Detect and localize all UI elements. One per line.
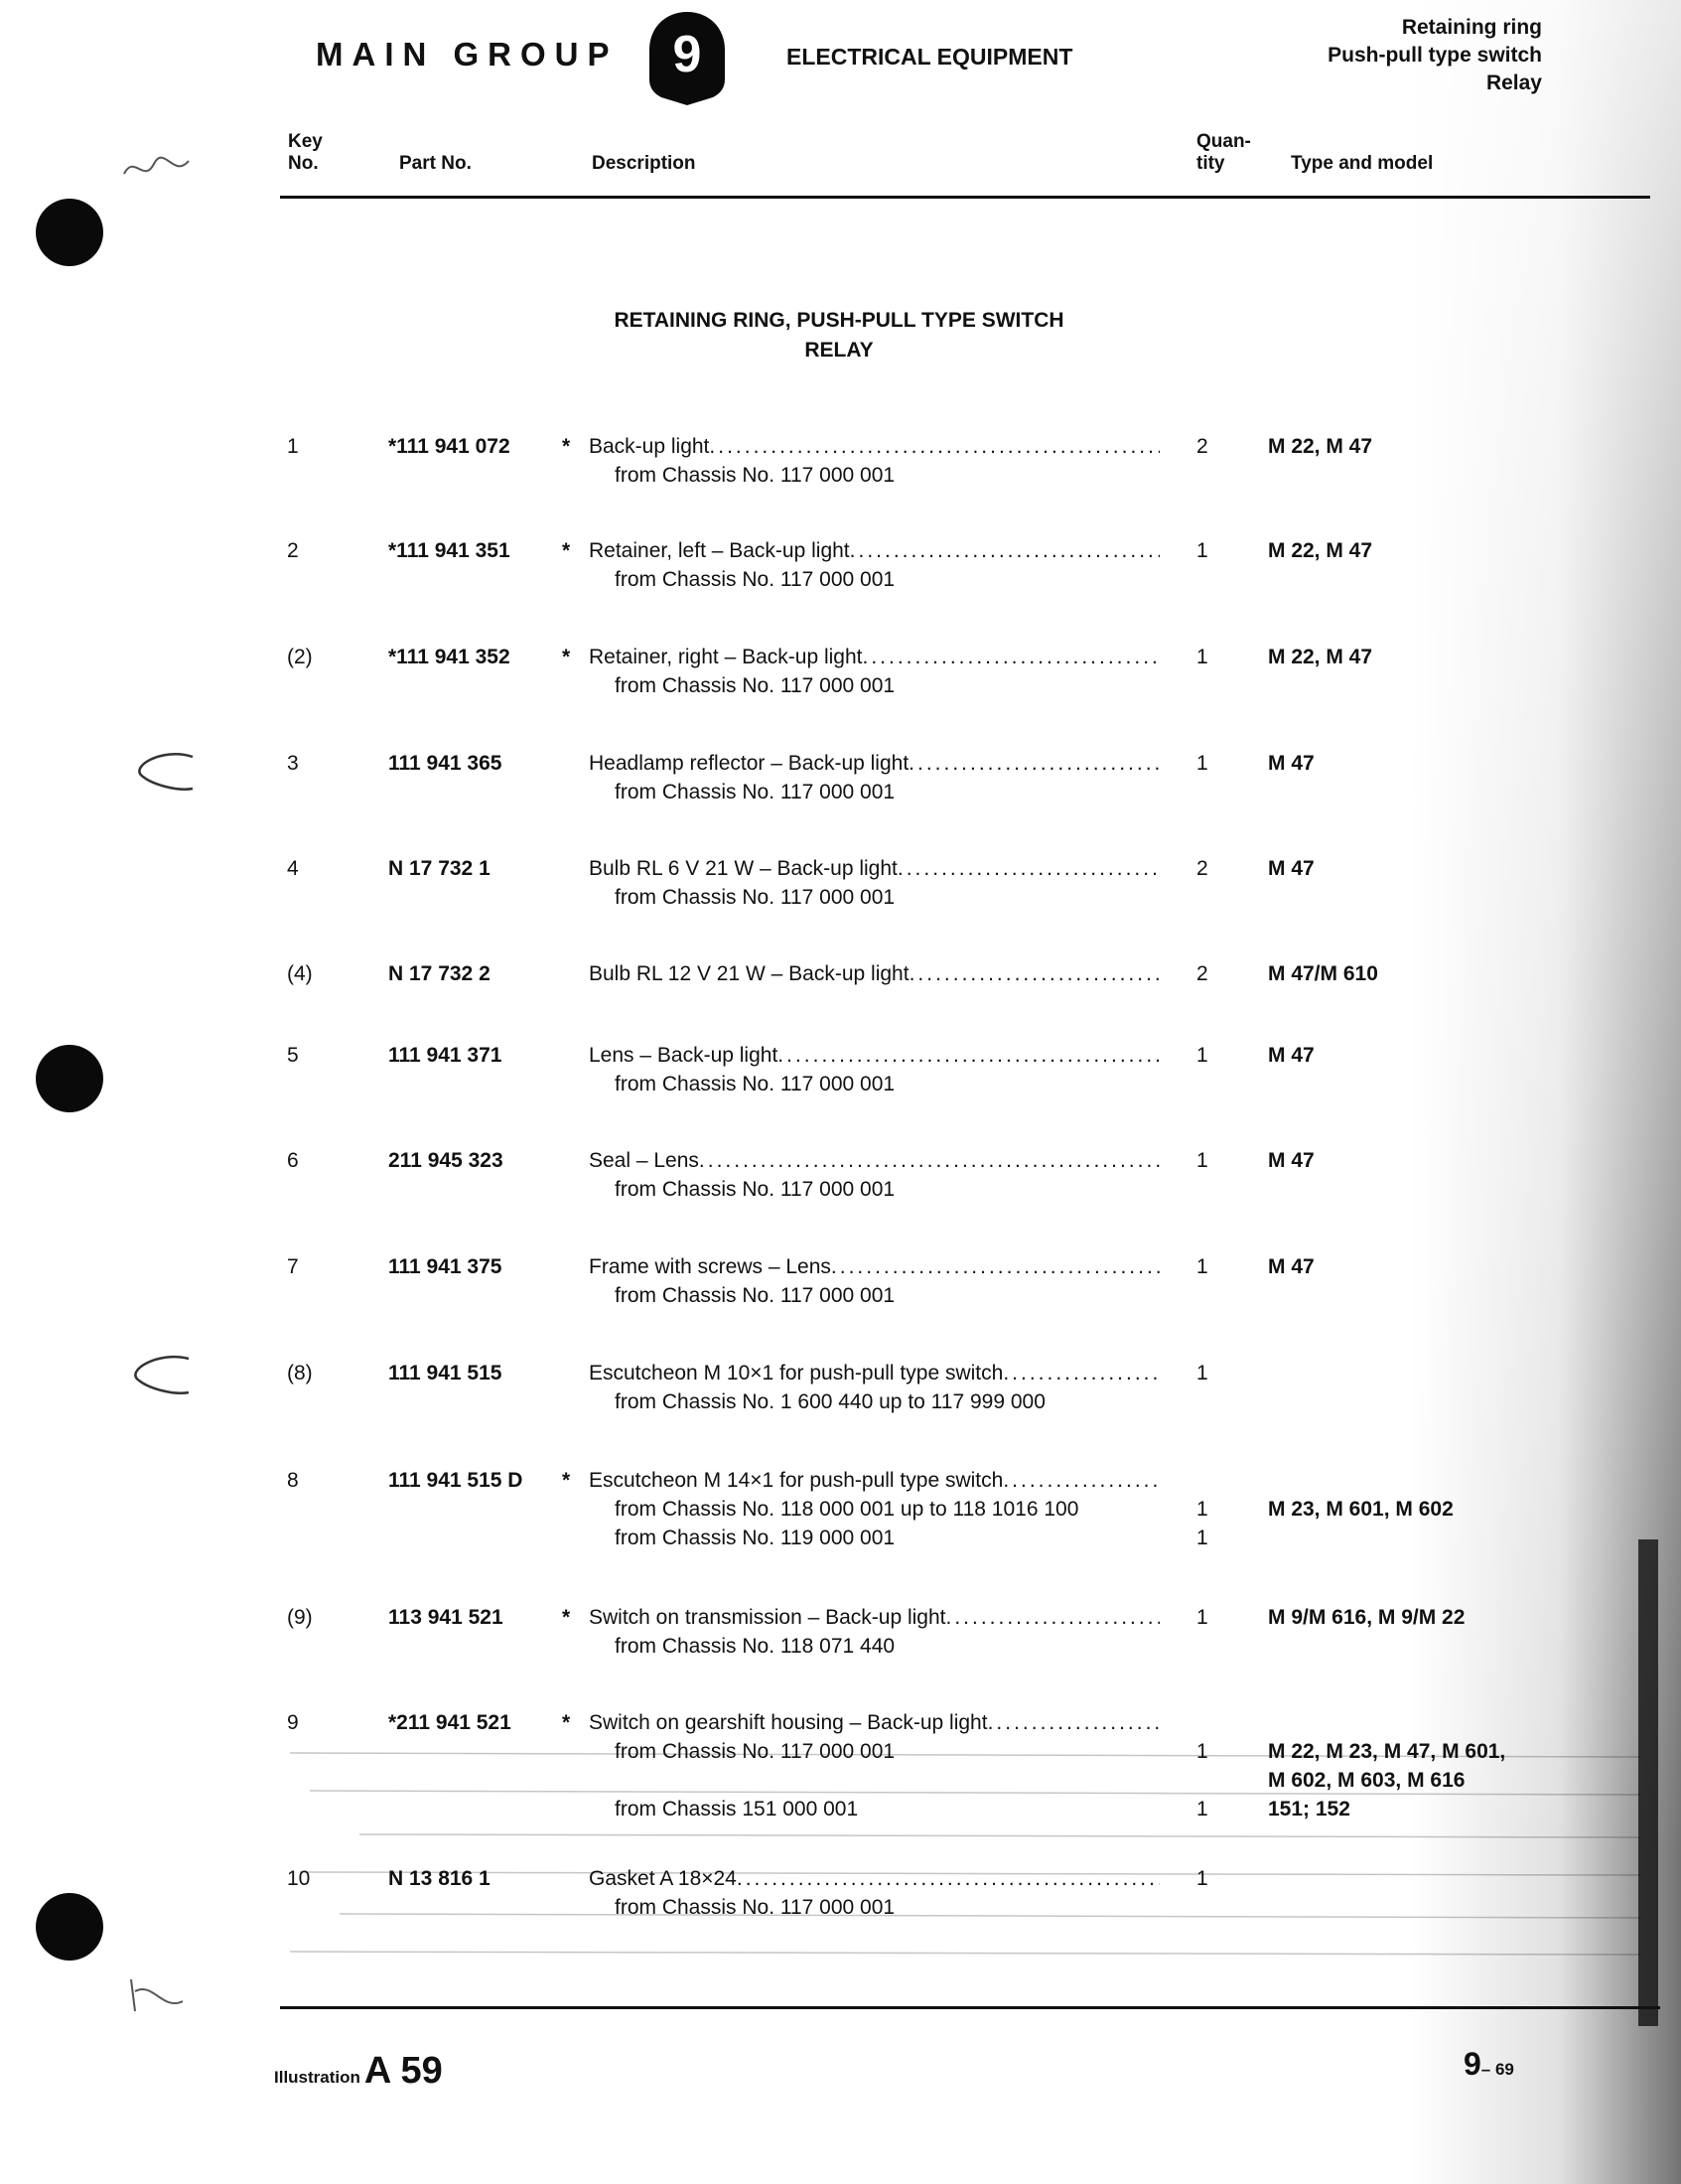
header-rule (280, 196, 1650, 199)
part-number: *211 941 521 (388, 1711, 511, 1734)
part-number: 113 941 521 (388, 1606, 503, 1629)
description (589, 959, 1160, 988)
part-number: 111 941 375 (388, 1255, 502, 1278)
description-line (589, 643, 1160, 671)
leader-dots (850, 536, 1160, 565)
quantity (1196, 749, 1208, 778)
key-number: 4 (287, 857, 299, 880)
page-number-main: 9 (1464, 2046, 1481, 2082)
col-quantity (1196, 131, 1251, 175)
new-part-marker: * (562, 1711, 571, 1734)
key-number: 5 (287, 1044, 299, 1067)
chassis-range: from Chassis No. 117 000 001 (615, 464, 896, 487)
description (589, 1708, 1160, 1823)
leader-dots (777, 1041, 1160, 1070)
description-line (589, 536, 1160, 565)
chassis-range: from Chassis No. 117 000 001 (615, 1740, 896, 1763)
description (589, 1466, 1160, 1552)
chassis-range: from Chassis No. 117 000 001 (615, 781, 896, 803)
leader-dots (910, 959, 1160, 988)
col-description: Description (592, 153, 696, 174)
type-model-value (1268, 1466, 1454, 1495)
quantity (1196, 1466, 1208, 1552)
quantity (1196, 1146, 1208, 1175)
quantity-value: 1 (1196, 1527, 1208, 1549)
group-number-badge (647, 10, 727, 107)
leader-dots (737, 1864, 1160, 1893)
description-text: Retainer, left – Back-up light (589, 539, 850, 562)
punch-hole-top (36, 199, 103, 266)
type-model (1268, 959, 1378, 988)
header-subject-3: Relay (1485, 72, 1542, 94)
section-title-line2: RELAY (804, 339, 874, 362)
description-text: Escutcheon M 14×1 for push-pull type switch (589, 1469, 1004, 1492)
col-part: Part No. (399, 153, 472, 174)
type-model-value: M 22, M 47 (1268, 539, 1373, 562)
description-text: Retainer, right – Back-up light (589, 646, 863, 668)
leader-dots (946, 1603, 1161, 1632)
type-model (1268, 1708, 1505, 1823)
quantity-value (1196, 1766, 1208, 1795)
description-line (589, 1146, 1160, 1175)
part-number: *111 941 352 (388, 646, 510, 668)
key-number: (4) (287, 962, 313, 985)
new-part-marker: * (562, 1606, 571, 1629)
description (589, 1252, 1160, 1310)
key-number: (2) (287, 646, 313, 668)
new-part-marker: * (562, 646, 571, 668)
key-number: 10 (287, 1867, 311, 1890)
description (589, 536, 1160, 594)
type-model (1268, 1603, 1465, 1632)
leader-dots (1003, 1359, 1160, 1387)
section-title-electrical: ELECTRICAL EQUIPMENT (786, 44, 1073, 70)
page-number (1464, 2046, 1514, 2083)
type-model (1268, 1252, 1315, 1281)
type-model (1268, 749, 1315, 778)
type-model-value (1268, 1708, 1505, 1737)
description-text: Lens – Back-up light (589, 1044, 778, 1067)
header-subject-list (1328, 14, 1542, 97)
type-model-value: M 47 (1268, 752, 1315, 775)
quantity-value: 1 (1196, 1498, 1208, 1521)
chassis-range: from Chassis No. 117 000 001 (615, 568, 896, 591)
quantity-value: 2 (1196, 962, 1208, 985)
leader-dots (988, 1708, 1160, 1737)
description-text: Bulb RL 12 V 21 W – Back-up light (589, 962, 910, 985)
description-text: Frame with screws – Lens (589, 1255, 831, 1278)
part-number: 211 945 323 (388, 1149, 503, 1172)
leader-dots (709, 432, 1160, 461)
type-model (1268, 432, 1372, 461)
type-model-value: M 47/M 610 (1268, 962, 1378, 985)
chassis-range: from Chassis No. 1 600 440 up to 117 999 000 (615, 1390, 1046, 1413)
col-type: Type and model (1291, 153, 1434, 174)
quantity (1196, 1864, 1208, 1893)
leader-dots (831, 1252, 1160, 1281)
type-model-value: M 47 (1268, 857, 1315, 880)
type-model-value: M 47 (1268, 1149, 1315, 1172)
quantity-value: 2 (1196, 857, 1208, 880)
quantity-value: 1 (1196, 1149, 1208, 1172)
quantity (1196, 1708, 1208, 1823)
quantity-value: 1 (1196, 1867, 1208, 1890)
chassis-range: from Chassis 151 000 001 (615, 1798, 859, 1820)
chassis-range: from Chassis No. 117 000 001 (615, 886, 896, 909)
illustration-code: A 59 (363, 2050, 443, 2092)
type-model-value: M 23, M 601, M 602 (1268, 1498, 1454, 1521)
description-line (589, 959, 1160, 988)
type-model (1268, 536, 1372, 565)
leader-dots (862, 643, 1160, 671)
key-number: 9 (287, 1711, 299, 1734)
chassis-range: from Chassis No. 117 000 001 (615, 674, 896, 697)
type-model-value: 151; 152 (1268, 1798, 1350, 1820)
quantity-value: 1 (1196, 1362, 1208, 1384)
type-model-value: M 602, M 603, M 616 (1268, 1769, 1466, 1792)
page-number-suffix: – 69 (1480, 2060, 1514, 2079)
col-key-line1: Key (288, 131, 323, 152)
description-text: Back-up light (589, 435, 710, 458)
description (589, 643, 1160, 700)
quantity-value: 1 (1196, 539, 1208, 562)
key-number: (9) (287, 1606, 313, 1629)
description-line (589, 432, 1160, 461)
description (589, 1864, 1160, 1922)
description (589, 1041, 1160, 1098)
col-qty-line1: Quan- (1196, 131, 1251, 152)
quantity-value: 1 (1196, 1044, 1208, 1067)
description-line (589, 1359, 1160, 1387)
quantity-value: 1 (1196, 1606, 1208, 1629)
leader-dots (699, 1146, 1160, 1175)
punch-hole-bottom (36, 1893, 103, 1961)
description-text: Switch on gearshift housing – Back-up light (589, 1711, 988, 1734)
description-text: Seal – Lens (589, 1149, 699, 1172)
description-line (589, 1466, 1160, 1495)
type-model (1268, 1466, 1454, 1524)
description-line (589, 1252, 1160, 1281)
description-text: Escutcheon M 10×1 for push-pull type switch (589, 1362, 1004, 1384)
chassis-range: from Chassis No. 117 000 001 (615, 1178, 896, 1201)
quantity-value: 2 (1196, 435, 1208, 458)
col-key (288, 131, 323, 175)
type-model-value: M 22, M 47 (1268, 435, 1373, 458)
part-number: 111 941 515 (388, 1362, 502, 1384)
description-line (589, 854, 1160, 883)
description-text: Gasket A 18×24 (589, 1867, 737, 1890)
margin-scribble-top (119, 149, 199, 189)
part-number: 111 941 365 (388, 752, 502, 775)
new-part-marker: * (562, 435, 571, 458)
description (589, 1359, 1160, 1416)
key-number: 3 (287, 752, 299, 775)
quantity-value: 1 (1196, 752, 1208, 775)
key-number: 6 (287, 1149, 299, 1172)
quantity (1196, 1359, 1208, 1387)
description (589, 432, 1160, 490)
type-model-value: M 9/M 616, M 9/M 22 (1268, 1606, 1466, 1629)
quantity (1196, 1252, 1208, 1281)
description (589, 749, 1160, 806)
punch-hole-middle (36, 1045, 103, 1112)
quantity-value (1196, 1466, 1208, 1495)
quantity-value: 1 (1196, 646, 1208, 668)
quantity (1196, 854, 1208, 883)
type-model (1268, 1041, 1315, 1070)
chassis-range: from Chassis No. 118 071 440 (615, 1635, 896, 1658)
footer-rule (280, 2006, 1660, 2009)
key-number: (8) (287, 1362, 313, 1384)
type-model (1268, 1146, 1315, 1175)
group-number-text: 9 (672, 26, 702, 83)
margin-scribble-bottom (123, 1971, 193, 2021)
quantity-value: 1 (1196, 1798, 1208, 1820)
main-group-title: MAIN GROUP (316, 36, 619, 73)
chassis-range: from Chassis No. 118 000 001 up to 118 1016 100 (615, 1498, 1079, 1521)
section-title-line1: RETAINING RING, PUSH-PULL TYPE SWITCH (614, 309, 1064, 332)
chassis-range: from Chassis No. 117 000 001 (615, 1896, 896, 1919)
part-number: *111 941 351 (388, 539, 510, 562)
type-model-value: M 47 (1268, 1044, 1315, 1067)
illustration-label: Illustration (274, 2068, 360, 2087)
key-number: 1 (287, 435, 299, 458)
part-number: *111 941 072 (388, 435, 510, 458)
type-model (1268, 854, 1315, 883)
header-subject-1: Retaining ring (1401, 16, 1542, 39)
quantity (1196, 1041, 1208, 1070)
part-number: N 17 732 2 (388, 962, 490, 985)
description-line (589, 749, 1160, 778)
type-model-value: M 47 (1268, 1255, 1315, 1278)
new-part-marker: * (562, 539, 571, 562)
quantity-value: 1 (1196, 1255, 1208, 1278)
margin-scribble-mid (123, 747, 203, 797)
description-line (589, 1708, 1160, 1737)
col-qty-line2: tity (1196, 153, 1225, 174)
col-key-line2: No. (288, 153, 319, 174)
leader-dots (1003, 1466, 1160, 1495)
quantity (1196, 536, 1208, 565)
quantity (1196, 643, 1208, 671)
quantity (1196, 959, 1208, 988)
chassis-range: from Chassis No. 119 000 001 (615, 1527, 896, 1549)
quantity (1196, 1603, 1208, 1632)
key-number: 8 (287, 1469, 299, 1492)
description-line (589, 1603, 1160, 1632)
key-number: 7 (287, 1255, 299, 1278)
leader-dots (898, 854, 1160, 883)
quantity-value (1196, 1708, 1208, 1737)
chassis-range: from Chassis No. 117 000 001 (615, 1284, 896, 1307)
type-model-value: M 22, M 23, M 47, M 601, (1268, 1740, 1506, 1763)
key-number: 2 (287, 539, 299, 562)
part-number: N 17 732 1 (388, 857, 490, 880)
description (589, 1603, 1160, 1661)
illustration-ref (274, 2050, 443, 2093)
chassis-range (589, 1766, 1160, 1795)
part-number: N 13 816 1 (388, 1867, 490, 1890)
description-text: Bulb RL 6 V 21 W – Back-up light (589, 857, 898, 880)
new-part-marker: * (562, 1469, 571, 1492)
description (589, 854, 1160, 912)
margin-scribble-lower (119, 1351, 199, 1400)
quantity-value: 1 (1196, 1740, 1208, 1763)
section-title (591, 306, 1087, 365)
part-number: 111 941 515 D (388, 1469, 523, 1492)
leader-dots (909, 749, 1160, 778)
description-line (589, 1041, 1160, 1070)
type-model (1268, 643, 1372, 671)
part-number: 111 941 371 (388, 1044, 502, 1067)
description (589, 1146, 1160, 1204)
description-line (589, 1864, 1160, 1893)
description-text: Headlamp reflector – Back-up light (589, 752, 910, 775)
quantity (1196, 432, 1208, 461)
chassis-range: from Chassis No. 117 000 001 (615, 1073, 896, 1095)
description-text: Switch on transmission – Back-up light (589, 1606, 946, 1629)
type-model-value: M 22, M 47 (1268, 646, 1373, 668)
header-subject-2: Push-pull type switch (1328, 44, 1542, 67)
